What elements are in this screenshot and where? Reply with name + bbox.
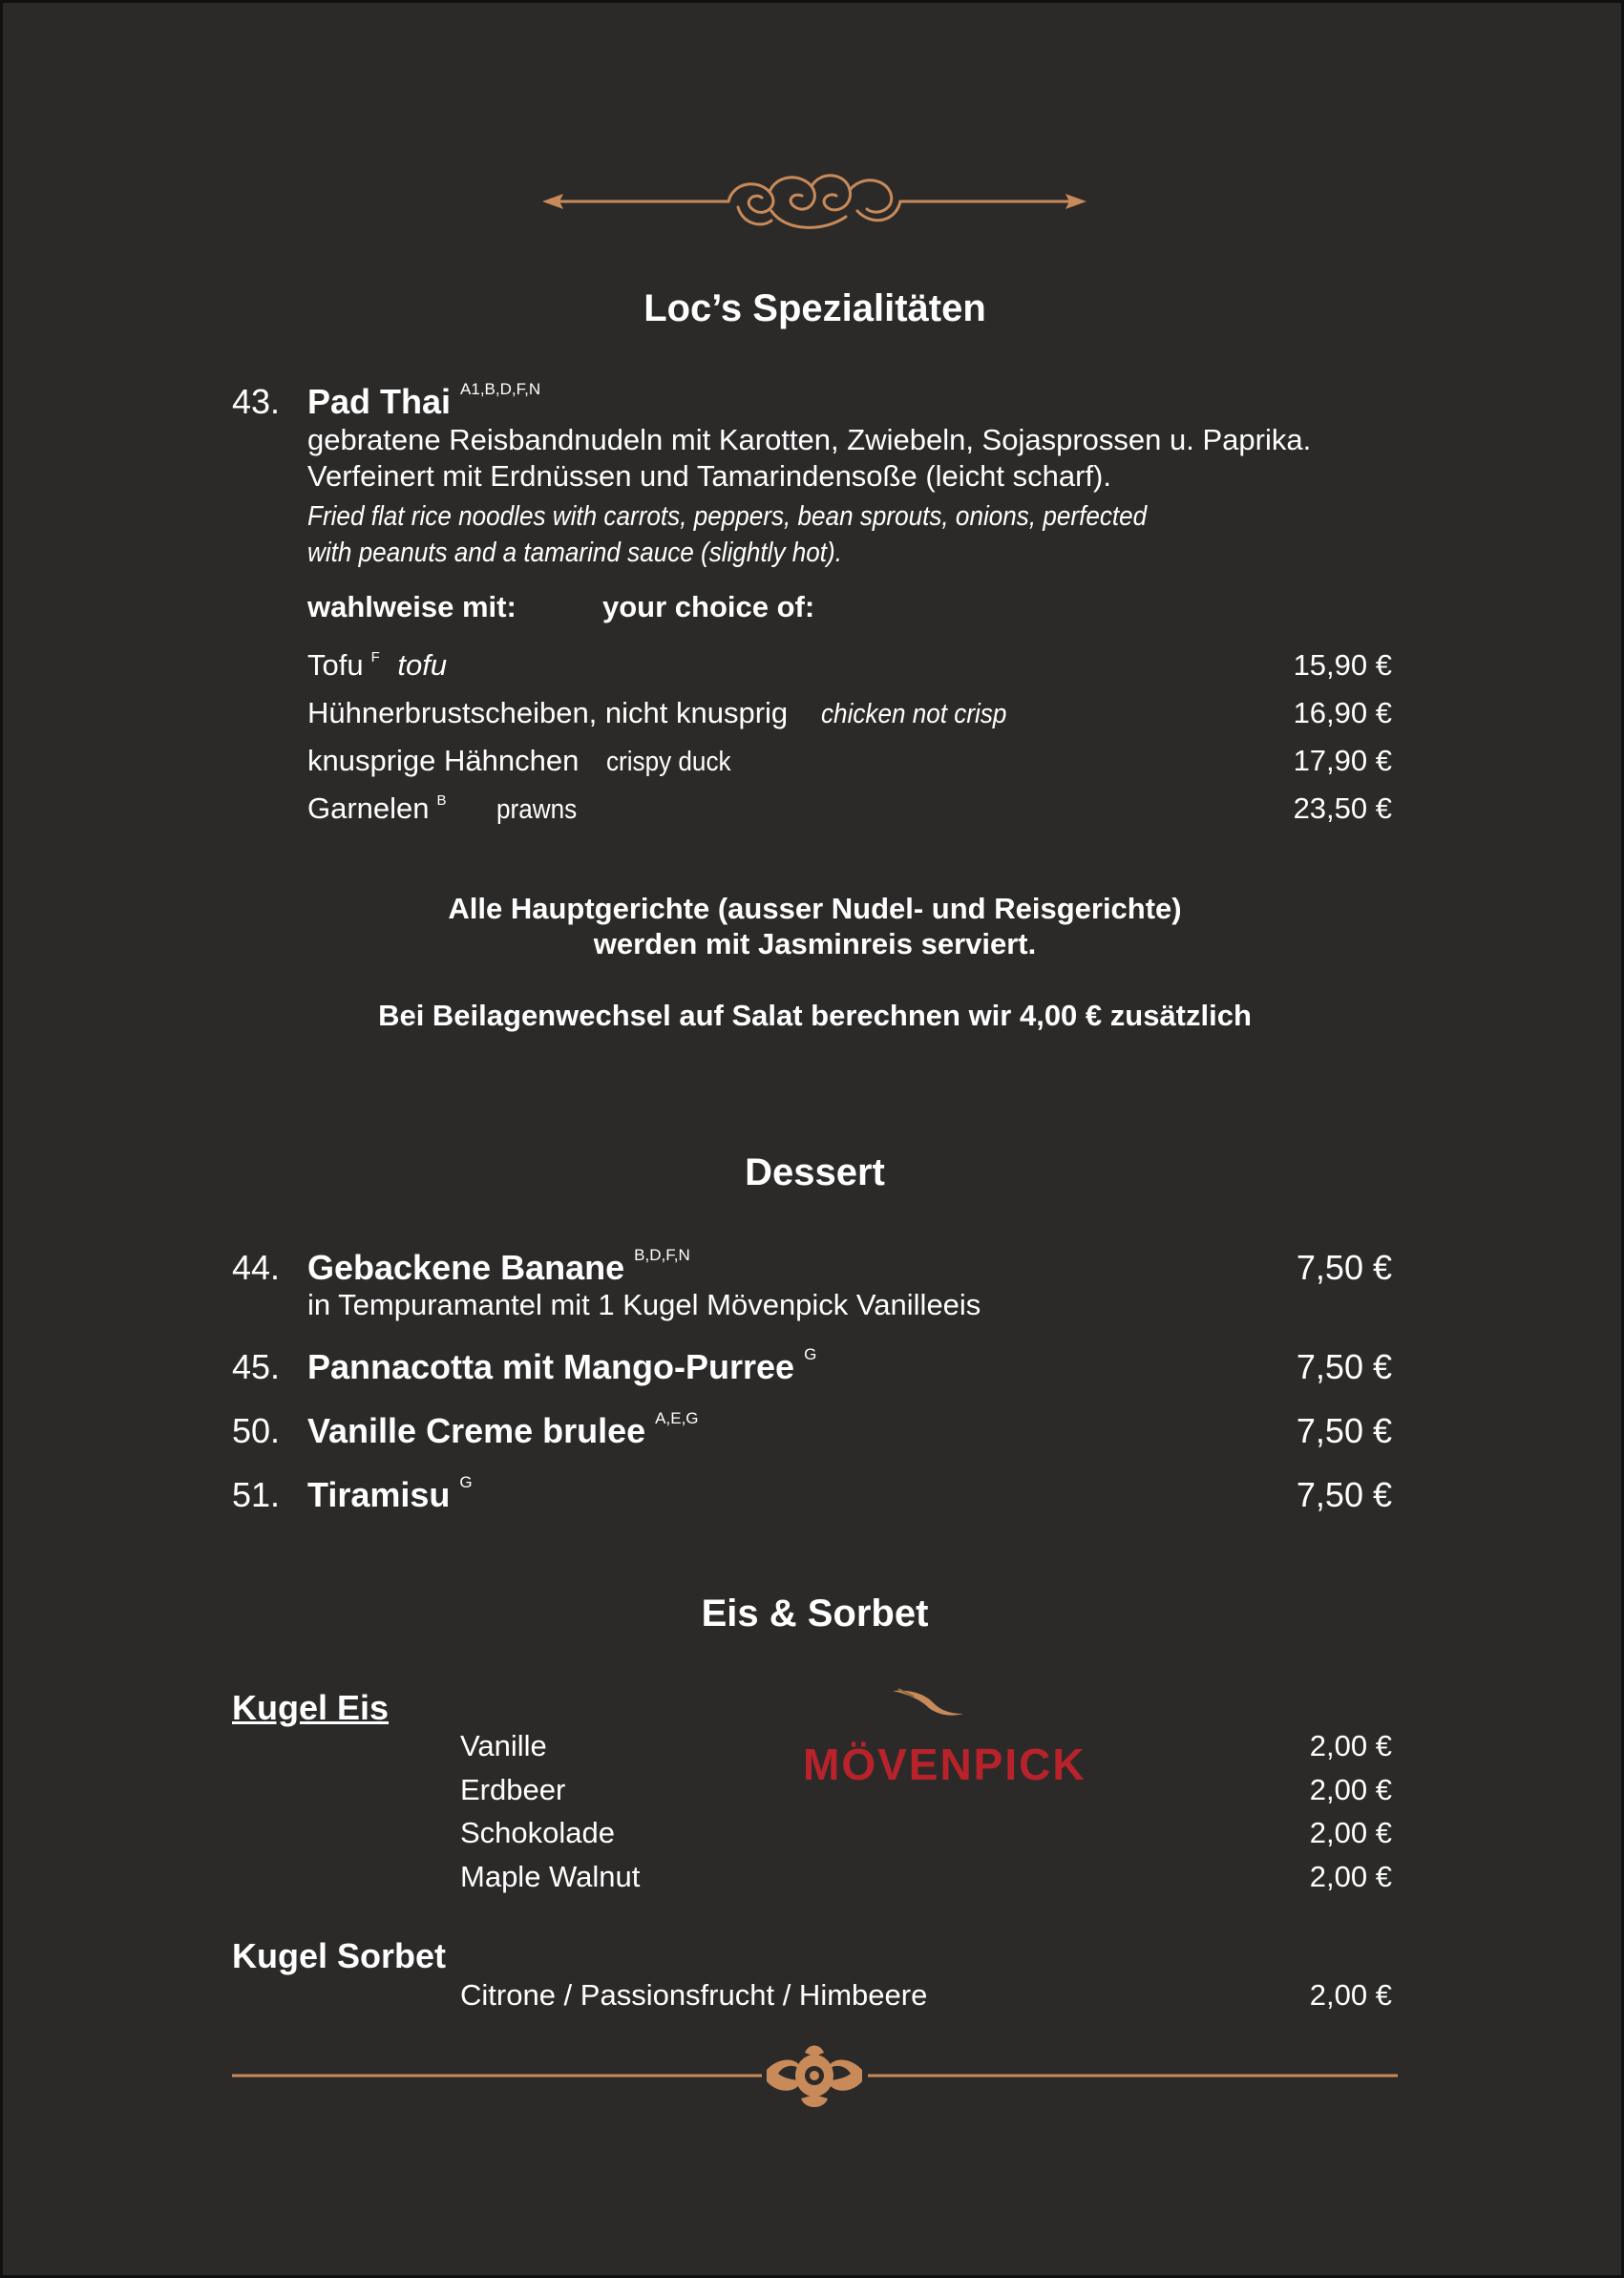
option-label: Hühnerbrustscheiben, nicht knusprig (307, 696, 789, 729)
choice-label-en: your choice of: (602, 590, 815, 623)
flavor-name: Vanille (460, 1729, 547, 1762)
option-label: Garnelen (307, 791, 430, 825)
allergen-codes: A1,B,D,F,N (460, 380, 541, 398)
sorbet-flavors: Citrone / Passionsfrucht / Himbeere (460, 1978, 928, 2012)
option-label-en: prawns (496, 794, 578, 825)
specials-heading: Loc’s Spezialitäten (643, 287, 986, 329)
item-description-de: gebratene Reisbandnudeln mit Karotten, Zwiebeln, Sojasprossen u. Paprika. (307, 423, 1312, 456)
option-price: 15,90 € (1293, 648, 1392, 682)
item-name: Gebackene Banane (307, 1248, 625, 1287)
sorbet-price: 2,00 € (1309, 1978, 1392, 2012)
option-chicken (307, 696, 1027, 730)
item-description-de: Verfeinert mit Erdnüssen und Tamarindensoße (leicht scharf). (307, 459, 1111, 493)
item-number: 45. (232, 1347, 281, 1386)
item-price: 7,50 € (1296, 1248, 1392, 1287)
side-dish-note: werden mit Jasminreis serviert. (593, 927, 1037, 960)
flavor-price: 2,00 € (1309, 1816, 1392, 1849)
option-price: 23,50 € (1293, 791, 1392, 825)
movenpick-bird-icon (891, 1685, 967, 1723)
dessert-item (307, 1248, 690, 1288)
item-price: 7,50 € (1296, 1347, 1392, 1386)
option-label-en: crispy duck (605, 747, 731, 777)
ice-heading: Eis & Sorbet (701, 1592, 929, 1635)
side-dish-note: Alle Hauptgerichte (ausser Nudel- und Reisgerichte) (448, 892, 1182, 925)
option-duck (307, 744, 745, 778)
option-tofu (307, 648, 447, 683)
bottom-ornament (232, 2041, 1398, 2118)
item-price: 7,50 € (1296, 1411, 1392, 1450)
flavor-price: 2,00 € (1309, 1860, 1392, 1893)
flavor-price: 2,00 € (1309, 1729, 1392, 1762)
item-number: 44. (232, 1248, 281, 1287)
dessert-heading: Dessert (745, 1151, 885, 1193)
option-label-en: chicken not crisp (820, 699, 1007, 729)
item-number: 51. (232, 1475, 281, 1514)
kugel-eis-label: Kugel Eis (232, 1688, 390, 1727)
option-label: Tofu (307, 648, 364, 682)
item-name: Pannacotta mit Mango-Purree (307, 1347, 795, 1386)
item-name: Pad Thai (307, 382, 452, 421)
flavor-name: Maple Walnut (460, 1860, 641, 1893)
allergen-codes: G (459, 1473, 473, 1491)
option-price: 17,90 € (1293, 744, 1392, 777)
flavor-name: Schokolade (460, 1816, 616, 1849)
item-name: Vanille Creme brulee (307, 1411, 646, 1450)
allergen-codes: F (370, 649, 380, 665)
item-description: in Tempuramantel mit 1 Kugel Mövenpick Vanilleeis (307, 1288, 981, 1321)
salad-surcharge-note: Bei Beilagenwechsel auf Salat berechnen wir 4,00 € zusätzlich (378, 999, 1252, 1032)
flavor-price: 2,00 € (1309, 1773, 1392, 1806)
option-label-en: tofu (397, 648, 448, 682)
option-label: knusprige Hähnchen (307, 744, 580, 777)
item-name-pad-thai (307, 382, 540, 422)
allergen-codes: B (436, 792, 447, 809)
kugel-sorbet-label: Kugel Sorbet (232, 1936, 447, 1975)
option-prawns (307, 791, 586, 826)
choice-label-de: wahlweise mit: (307, 590, 517, 623)
item-number: 43. (232, 382, 281, 421)
flavor-name: Erdbeer (460, 1773, 566, 1806)
item-name: Tiramisu (307, 1475, 451, 1514)
movenpick-logo: MÖVENPICK (803, 1740, 1086, 1789)
top-ornament (542, 165, 1086, 242)
dessert-item (307, 1475, 473, 1515)
item-price: 7,50 € (1296, 1475, 1392, 1514)
item-description-en: Fried flat rice noodles with carrots, peppers, bean sprouts, onions, perfected (307, 501, 1148, 532)
allergen-codes: B,D,F,N (634, 1246, 690, 1264)
dessert-item (307, 1411, 699, 1451)
option-price: 16,90 € (1293, 696, 1392, 729)
allergen-codes: A,E,G (655, 1409, 699, 1427)
allergen-codes: G (804, 1345, 817, 1363)
dessert-item (307, 1347, 816, 1387)
item-number: 50. (232, 1411, 281, 1450)
item-description-en: with peanuts and a tamarind sauce (slightly hot). (307, 538, 843, 568)
